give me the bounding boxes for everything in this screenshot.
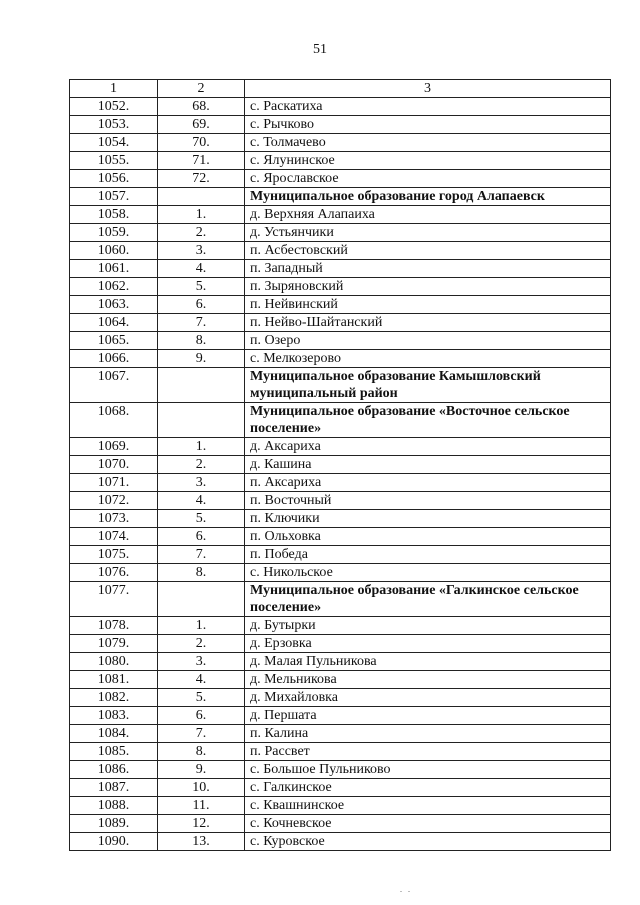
settlement-name: п. Нейвинский xyxy=(245,296,611,314)
table-row xyxy=(70,797,611,815)
settlement-name: с. Толмачево xyxy=(245,134,611,152)
sub-number: 2. xyxy=(158,635,245,653)
row-number: 1063. xyxy=(70,296,158,314)
table-header-row xyxy=(70,80,611,98)
row-number: 1071. xyxy=(70,474,158,492)
settlement-name: д. Ерзовка xyxy=(245,635,611,653)
table-row xyxy=(70,546,611,564)
table-row xyxy=(70,206,611,224)
table-row xyxy=(70,456,611,474)
row-number: 1086. xyxy=(70,761,158,779)
table-row xyxy=(70,260,611,278)
row-number: 1061. xyxy=(70,260,158,278)
table-row xyxy=(70,635,611,653)
table-row xyxy=(70,671,611,689)
table-row xyxy=(70,510,611,528)
table-row xyxy=(70,368,611,403)
settlement-name: п. Победа xyxy=(245,546,611,564)
row-number: 1053. xyxy=(70,116,158,134)
settlement-name: п. Восточный xyxy=(245,492,611,510)
settlements-table xyxy=(69,79,611,851)
sub-number xyxy=(158,403,245,438)
settlement-name: с. Ярославское xyxy=(245,170,611,188)
row-number: 1067. xyxy=(70,368,158,403)
settlement-name: д. Верхняя Алапаиха xyxy=(245,206,611,224)
table-row xyxy=(70,689,611,707)
table-row xyxy=(70,332,611,350)
table-row xyxy=(70,474,611,492)
row-number: 1088. xyxy=(70,797,158,815)
settlement-name: п. Рассвет xyxy=(245,743,611,761)
sub-number: 69. xyxy=(158,116,245,134)
table-row xyxy=(70,743,611,761)
settlement-name: п. Западный xyxy=(245,260,611,278)
header-cell-1: 1 xyxy=(70,80,158,98)
sub-number: 4. xyxy=(158,671,245,689)
table-row xyxy=(70,170,611,188)
settlement-name: с. Ялунинское xyxy=(245,152,611,170)
table-row xyxy=(70,492,611,510)
header-cell-2: 2 xyxy=(158,80,245,98)
table-row xyxy=(70,116,611,134)
table-row xyxy=(70,152,611,170)
sub-number: 6. xyxy=(158,296,245,314)
table-row xyxy=(70,564,611,582)
row-number: 1072. xyxy=(70,492,158,510)
sub-number: 68. xyxy=(158,98,245,116)
settlement-name: п. Зыряновский xyxy=(245,278,611,296)
sub-number: 71. xyxy=(158,152,245,170)
sub-number: 6. xyxy=(158,707,245,725)
table-row xyxy=(70,224,611,242)
row-number: 1059. xyxy=(70,224,158,242)
sub-number: 9. xyxy=(158,761,245,779)
row-number: 1066. xyxy=(70,350,158,368)
sub-number: 3. xyxy=(158,242,245,260)
table-body xyxy=(70,80,611,851)
row-number: 1076. xyxy=(70,564,158,582)
sub-number: 7. xyxy=(158,314,245,332)
row-number: 1069. xyxy=(70,438,158,456)
table-row xyxy=(70,438,611,456)
table-row xyxy=(70,779,611,797)
settlement-name: с. Кочневское xyxy=(245,815,611,833)
table-row xyxy=(70,582,611,617)
table-row xyxy=(70,403,611,438)
sub-number: 4. xyxy=(158,260,245,278)
row-number: 1064. xyxy=(70,314,158,332)
row-number: 1075. xyxy=(70,546,158,564)
sub-number: 7. xyxy=(158,546,245,564)
settlement-name: п. Нейво-Шайтанский xyxy=(245,314,611,332)
table-row xyxy=(70,833,611,851)
municipality-heading: Муниципальное образование Камышловский муниципальный район xyxy=(245,368,611,403)
sub-number: 8. xyxy=(158,332,245,350)
table-row xyxy=(70,350,611,368)
row-number: 1082. xyxy=(70,689,158,707)
sub-number: 1. xyxy=(158,617,245,635)
row-number: 1054. xyxy=(70,134,158,152)
row-number: 1068. xyxy=(70,403,158,438)
table-row xyxy=(70,278,611,296)
row-number: 1062. xyxy=(70,278,158,296)
sub-number: 1. xyxy=(158,206,245,224)
table-row xyxy=(70,296,611,314)
settlement-name: д. Кашина xyxy=(245,456,611,474)
table-row xyxy=(70,761,611,779)
settlement-name: д. Устьянчики xyxy=(245,224,611,242)
sub-number: 72. xyxy=(158,170,245,188)
sub-number xyxy=(158,582,245,617)
table-row xyxy=(70,617,611,635)
settlement-name: д. Малая Пульникова xyxy=(245,653,611,671)
table-row xyxy=(70,134,611,152)
settlement-name: д. Мельникова xyxy=(245,671,611,689)
table-row xyxy=(70,242,611,260)
scan-marks: . . xyxy=(400,885,412,894)
sub-number: 13. xyxy=(158,833,245,851)
row-number: 1058. xyxy=(70,206,158,224)
page-number: 51 xyxy=(313,42,327,57)
row-number: 1056. xyxy=(70,170,158,188)
sub-number: 6. xyxy=(158,528,245,546)
sub-number: 2. xyxy=(158,456,245,474)
row-number: 1079. xyxy=(70,635,158,653)
settlement-name: д. Михайловка xyxy=(245,689,611,707)
table-row xyxy=(70,314,611,332)
row-number: 1084. xyxy=(70,725,158,743)
settlement-name: с. Куровское xyxy=(245,833,611,851)
municipality-heading: Муниципальное образование «Галкинское сельское поселение» xyxy=(245,582,611,617)
row-number: 1073. xyxy=(70,510,158,528)
sub-number: 9. xyxy=(158,350,245,368)
row-number: 1052. xyxy=(70,98,158,116)
table-row xyxy=(70,815,611,833)
settlement-name: с. Рычково xyxy=(245,116,611,134)
sub-number: 12. xyxy=(158,815,245,833)
settlement-name: п. Асбестовский xyxy=(245,242,611,260)
settlement-name: с. Квашнинское xyxy=(245,797,611,815)
settlement-name: с. Галкинское xyxy=(245,779,611,797)
settlement-name: д. Першата xyxy=(245,707,611,725)
sub-number: 10. xyxy=(158,779,245,797)
sub-number: 5. xyxy=(158,510,245,528)
row-number: 1090. xyxy=(70,833,158,851)
sub-number: 70. xyxy=(158,134,245,152)
sub-number xyxy=(158,368,245,403)
sub-number: 3. xyxy=(158,653,245,671)
settlement-name: п. Аксариха xyxy=(245,474,611,492)
row-number: 1077. xyxy=(70,582,158,617)
row-number: 1080. xyxy=(70,653,158,671)
settlement-name: п. Калина xyxy=(245,725,611,743)
settlement-name: д. Аксариха xyxy=(245,438,611,456)
sub-number: 5. xyxy=(158,278,245,296)
settlement-name: д. Бутырки xyxy=(245,617,611,635)
settlement-name: п. Ключики xyxy=(245,510,611,528)
settlement-name: с. Мелкозерово xyxy=(245,350,611,368)
header-cell-3: 3 xyxy=(245,80,611,98)
row-number: 1078. xyxy=(70,617,158,635)
table-row xyxy=(70,188,611,206)
row-number: 1081. xyxy=(70,671,158,689)
sub-number xyxy=(158,188,245,206)
sub-number: 8. xyxy=(158,564,245,582)
row-number: 1074. xyxy=(70,528,158,546)
municipality-heading: Муниципальное образование город Алапаевск xyxy=(245,188,611,206)
settlement-name: с. Большое Пульниково xyxy=(245,761,611,779)
sub-number: 11. xyxy=(158,797,245,815)
settlement-name: п. Озеро xyxy=(245,332,611,350)
sub-number: 5. xyxy=(158,689,245,707)
sub-number: 1. xyxy=(158,438,245,456)
sub-number: 8. xyxy=(158,743,245,761)
sub-number: 3. xyxy=(158,474,245,492)
row-number: 1060. xyxy=(70,242,158,260)
row-number: 1057. xyxy=(70,188,158,206)
table-row xyxy=(70,707,611,725)
row-number: 1055. xyxy=(70,152,158,170)
settlement-name: с. Раскатиха xyxy=(245,98,611,116)
sub-number: 7. xyxy=(158,725,245,743)
municipality-heading: Муниципальное образование «Восточное сельское поселение» xyxy=(245,403,611,438)
row-number: 1089. xyxy=(70,815,158,833)
row-number: 1087. xyxy=(70,779,158,797)
sub-number: 4. xyxy=(158,492,245,510)
table-row xyxy=(70,653,611,671)
settlement-name: с. Никольское xyxy=(245,564,611,582)
row-number: 1085. xyxy=(70,743,158,761)
table-row xyxy=(70,98,611,116)
settlement-name: п. Ольховка xyxy=(245,528,611,546)
table-row xyxy=(70,725,611,743)
row-number: 1070. xyxy=(70,456,158,474)
row-number: 1065. xyxy=(70,332,158,350)
table-row xyxy=(70,528,611,546)
sub-number: 2. xyxy=(158,224,245,242)
row-number: 1083. xyxy=(70,707,158,725)
